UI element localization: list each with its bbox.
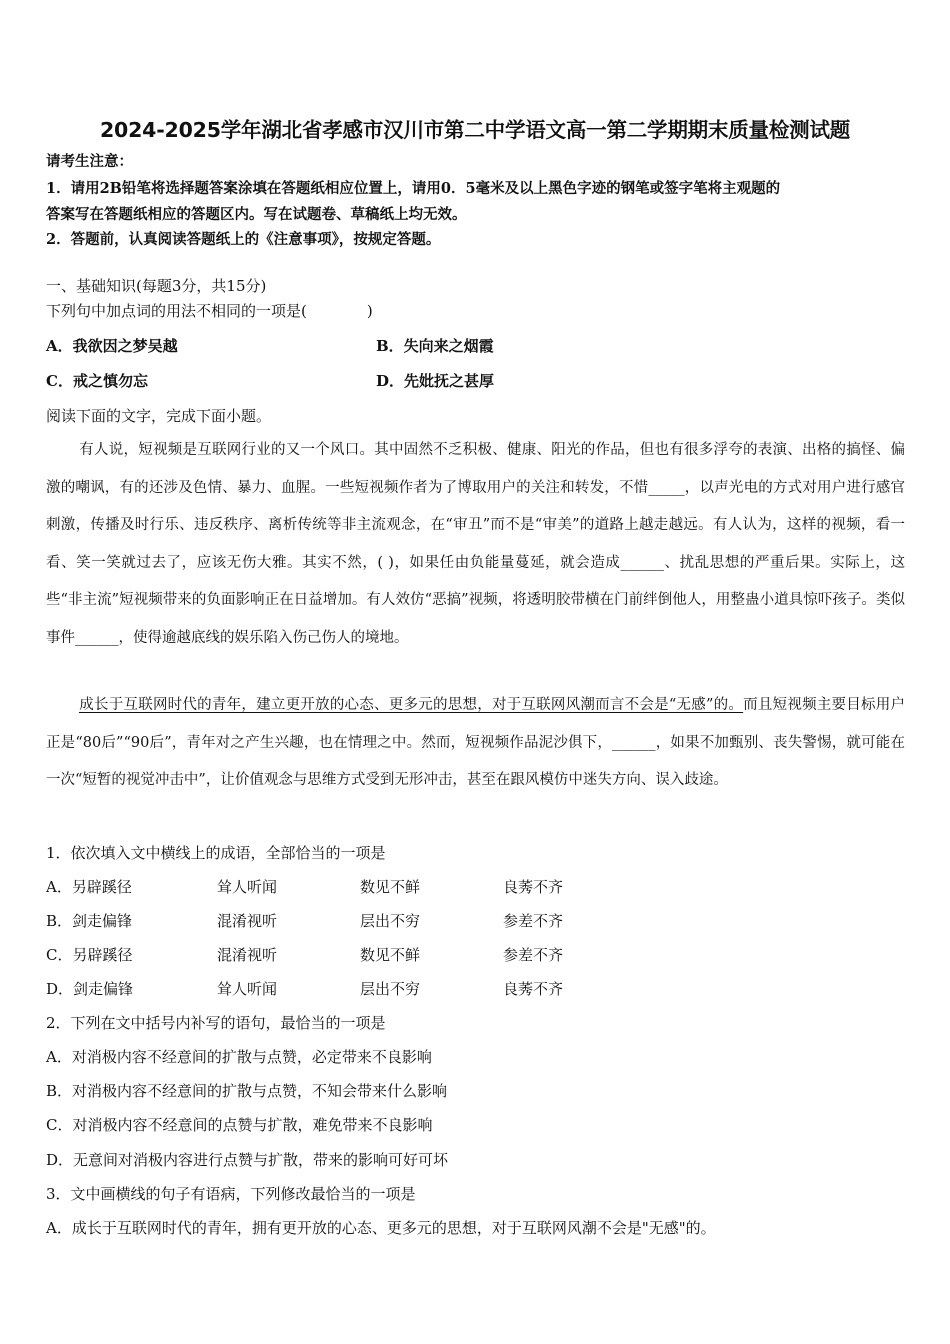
section-heading: 一、基础知识(每题3分，共15分) — [46, 277, 267, 295]
section-option-c: C．戒之慎勿忘 — [46, 372, 148, 390]
question-2-stem: 2．下列在文中括号内补写的语句，最恰当的一项是 — [46, 1014, 386, 1032]
option-idiom-2: 混淆视听 — [217, 946, 278, 964]
question-1-stem: 1．依次填入文中横线上的成语，全部恰当的一项是 — [46, 844, 386, 862]
option-idiom-4: 良莠不齐 — [503, 980, 564, 998]
question-2-option-d: D．无意间对消极内容进行点赞与扩散，带来的影响可好可坏 — [46, 1151, 449, 1169]
reading-paragraph-1 — [46, 432, 905, 657]
question-2-option-a: A．对消极内容不经意间的扩散与点赞，必定带来不良影响 — [46, 1048, 432, 1066]
option-label: B．剑走偏锋 — [46, 912, 133, 930]
option-idiom-4: 良莠不齐 — [503, 878, 564, 896]
option-idiom-3: 数见不鲜 — [360, 946, 421, 964]
notice-item-2: 2．答题前，认真阅读答题纸上的《注意事项》，按规定答题。 — [46, 231, 441, 248]
reading-paragraph-2 — [46, 687, 905, 800]
notice-item-1-line-1: 1．请用2B铅笔将选择题答案涂填在答题纸相应位置上，请用0．5毫米及以上黑色字迹的钢笔或签字笔将主观题的 — [46, 180, 781, 197]
option-idiom-3: 层出不穷 — [360, 912, 421, 930]
option-idiom-4: 参差不齐 — [503, 912, 564, 930]
section-question: 下列句中加点词的用法不相同的一项是( ) — [46, 302, 373, 320]
option-idiom-4: 参差不齐 — [503, 946, 564, 964]
option-idiom-2: 耸人听闻 — [217, 980, 278, 998]
page-title: 2024-2025学年湖北省孝感市汉川市第二中学语文高一第二学期期末质量检测试题 — [99, 118, 851, 142]
option-idiom-3: 层出不穷 — [360, 980, 421, 998]
option-label: D．剑走偏锋 — [46, 980, 134, 998]
option-label: A．另辟蹊径 — [46, 878, 132, 896]
question-3-option-a: A．成长于互联网时代的青年，拥有更开放的心态、更多元的思想，对于互联网风潮不会是"无感"的。 — [46, 1219, 716, 1237]
notice-item-1-line-2: 答案写在答题纸相应的答题区内。写在试题卷、草稿纸上均无效。 — [46, 206, 467, 223]
question-2-option-b: B．对消极内容不经意间的扩散与点赞，不知会带来什么影响 — [46, 1082, 448, 1100]
notice-heading: 请考生注意： — [46, 153, 133, 170]
question-3-stem: 3．文中画横线的句子有语病，下列修改最恰当的一项是 — [46, 1185, 416, 1203]
reading-paragraph-1-text: 有人说，短视频是互联网行业的又一个风口。其中固然不乏积极、健康、阳光的作品，但也有很多浮夸的表演、出格的搞怪、偏激的嘲讽，有的还涉及色情、暴力、血腥。一些短视频作者为了博取用户的关注和转发，不惜_____，以声光电的方式对用户进行感官刺激，传播及时行乐、违反秩序、离析传统等非主流观念，在“审丑”而不是“审美”的道路上越走越远。有人认为，这样的视频，看一看、笑一笑就过去了，应该无伤大雅。其实不然，( )，如果任由负能量蔓延，就会造成______、扰乱思想的严重后果。实际上，这些“非主流”短视频带来的负面影响正在日益增加。有人效仿“恶搞”视频，将透明胶带横在门前绊倒他人，用整蛊小道具惊吓孩子。类似事件______，使得逾越底线的娱乐陷入伤己伤人的境地。 — [46, 442, 905, 646]
question-2-option-c: C．对消极内容不经意间的点赞与扩散，难免带来不良影响 — [46, 1116, 433, 1134]
reading-paragraph-2-text: 而且短视频主要目标用户正是“80后”“90后”，青年对之产生兴趣，也在情理之中。然而，短视频作品泥沙俱下，______，如果不加甄别、丧失警惕，就可能在一次“短暂的视觉冲击中”，让价值观念与思维方式受到无形冲击，甚至在跟风模仿中迷失方向、误入歧途。 — [46, 697, 906, 788]
section-option-d: D．先妣抚之甚厚 — [376, 372, 495, 390]
option-label: C．另辟蹊径 — [46, 946, 133, 964]
reading-intro: 阅读下面的文字，完成下面小题。 — [46, 407, 272, 425]
option-idiom-2: 耸人听闻 — [217, 878, 278, 896]
option-idiom-3: 数见不鲜 — [360, 878, 421, 896]
section-option-a: A．我欲因之梦吴越 — [46, 337, 178, 355]
option-idiom-2: 混淆视听 — [217, 912, 278, 930]
underlined-sentence: 成长于互联网时代的青年，建立更开放的心态、更多元的思想，对于互联网风潮而言不会是“无感”的。 — [79, 697, 744, 713]
section-option-b: B．失向来之烟霞 — [376, 337, 494, 355]
